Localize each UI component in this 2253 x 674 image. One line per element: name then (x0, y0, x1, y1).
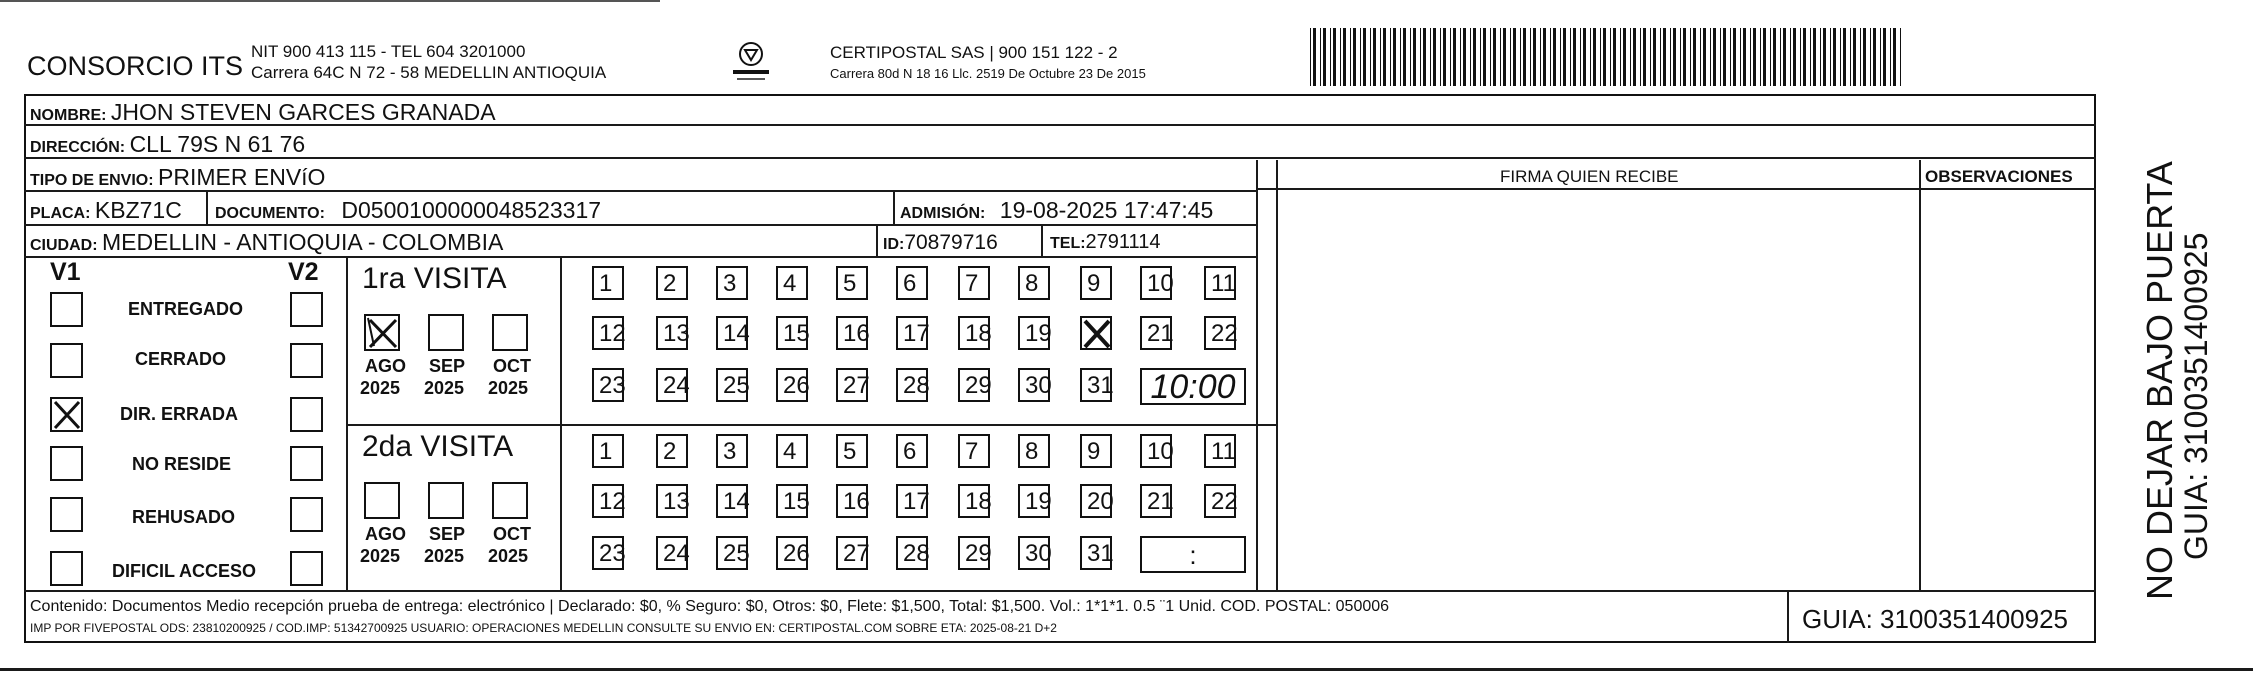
second-day-box[interactable] (1204, 484, 1236, 518)
v2-checkbox[interactable] (290, 497, 323, 532)
ciudad-field (30, 231, 503, 254)
admision-value: 19-08-2025 17:47:45 (999, 197, 1214, 223)
second-day-number: 12 (599, 488, 626, 515)
observaciones-label: OBSERVACIONES (1925, 167, 2073, 186)
first-day-box[interactable] (1140, 266, 1172, 300)
first-month-checkbox[interactable] (492, 314, 528, 351)
second-day-number: 21 (1147, 488, 1174, 515)
first-day-number: 4 (783, 270, 797, 297)
tel-field (1050, 232, 1160, 252)
company-name: CONSORCIO ITS (27, 51, 244, 81)
second-day-number: 10 (1147, 438, 1174, 465)
second-day-box[interactable] (1080, 484, 1112, 518)
first-day-box[interactable] (776, 368, 808, 402)
firma-label: FIRMA QUIEN RECIBE (1500, 167, 1679, 186)
first-day-number: 3 (723, 270, 737, 297)
second-day-box[interactable] (1140, 434, 1172, 468)
first-time-box[interactable]: 10:00 (1140, 368, 1246, 405)
v1-checkbox[interactable] (50, 551, 83, 586)
tel-label: TEL: (1050, 235, 1086, 252)
second-day-number: 27 (843, 540, 870, 567)
footer-contenido: Contenido: Documentos Medio recepción prueba de entrega: electrónico | Declarado: $0, % Seguro: $0, Otros: $0, Flete: $1,500, Total: $1,500. Vol.: 1*1*1. 0.5 ¨1 Unid. COD. POSTAL: 050006 (30, 598, 1390, 615)
tipo-envio-value: PRIMER ENVíO (158, 164, 326, 190)
id-value: 70879716 (904, 231, 998, 254)
address-line: Carrera 64C N 72 - 58 MEDELLIN ANTIOQUIA (251, 63, 607, 82)
second-day-number: 11 (1211, 438, 1236, 465)
first-day-number: 16 (843, 320, 870, 347)
second-day-box[interactable] (592, 434, 624, 468)
second-day-box[interactable] (656, 484, 688, 518)
scan-edge-line (0, 0, 660, 2)
first-day-number: 31 (1087, 372, 1114, 399)
first-day-number: 25 (723, 372, 750, 399)
first-day-number: 6 (903, 270, 917, 297)
first-day-number: 13 (663, 320, 690, 347)
second-month-checkbox[interactable] (364, 482, 400, 519)
second-day-box[interactable] (958, 434, 990, 468)
certipostal-line2: Carrera 80d N 18 16 Llc. 2519 De Octubre 23 De 2015 (830, 66, 1146, 81)
first-day-number: 11 (1211, 270, 1236, 297)
tipo-envio-field (30, 166, 325, 189)
first-day-box[interactable] (1018, 266, 1050, 300)
first-day-number: 30 (1025, 372, 1052, 399)
form-outer-border (24, 94, 2096, 643)
first-day-box[interactable] (716, 368, 748, 402)
second-day-number: 31 (1087, 540, 1114, 567)
first-day-number: 22 (1211, 320, 1238, 347)
certipostal-line1: CERTIPOSTAL SAS | 900 151 122 - 2 (830, 43, 1118, 62)
id-label: ID: (883, 236, 905, 253)
first-year-label: 2025 (360, 378, 401, 398)
first-day-box[interactable] (958, 368, 990, 402)
first-day-box[interactable] (656, 316, 688, 350)
first-day-box[interactable] (1140, 316, 1172, 350)
first-day-box[interactable] (716, 266, 748, 300)
second-day-box[interactable] (1080, 434, 1112, 468)
first-day-box[interactable] (836, 368, 868, 402)
first-day-box[interactable] (1204, 316, 1236, 350)
second-day-number: 14 (723, 488, 750, 515)
second-month-label: OCT (493, 524, 531, 544)
first-day-box[interactable] (836, 266, 868, 300)
v1-checkbox[interactable] (50, 397, 83, 432)
first-day-box[interactable] (776, 266, 808, 300)
second-day-number: 15 (783, 488, 810, 515)
v2-checkbox[interactable] (290, 343, 323, 378)
second-day-box[interactable] (656, 536, 688, 570)
footer-impresion: IMP POR FIVEPOSTAL ODS: 23810200925 / COD.IMP: 51342700925 USUARIO: OPERACIONES MEDELLIN CONSULTE SU ENVIO EN: CERTIPOSTAL.COM SOBRE ETA: 2025-08-21 D+2 (30, 621, 1057, 635)
first-day-number: 24 (663, 372, 690, 399)
first-month-label: AGO (365, 356, 407, 376)
first-visit-title: 1ra VISITA (362, 262, 507, 295)
direccion-field (30, 133, 305, 156)
status-label: REHUSADO (132, 507, 236, 527)
second-day-number: 2 (663, 438, 677, 465)
second-day-number: 20 (1087, 488, 1114, 515)
second-day-number: 23 (599, 540, 626, 567)
first-day-box[interactable] (776, 316, 808, 350)
second-day-box[interactable] (1018, 434, 1050, 468)
first-day-box[interactable] (1018, 368, 1050, 402)
first-day-box[interactable] (1080, 368, 1112, 402)
first-day-number: 7 (965, 270, 979, 297)
second-time-box[interactable]: : (1140, 536, 1246, 573)
first-day-box[interactable] (896, 316, 928, 350)
first-month-label: SEP (429, 356, 466, 376)
second-day-box[interactable] (776, 434, 808, 468)
status-label: DIFICIL ACCESO (112, 561, 257, 581)
first-day-number: 26 (783, 372, 810, 399)
second-day-box[interactable] (836, 484, 868, 518)
second-month-checkbox[interactable] (492, 482, 528, 519)
v1-checkbox[interactable] (50, 497, 83, 532)
direccion-value: CLL 79S N 61 76 (129, 131, 306, 157)
v1-checkbox[interactable] (50, 343, 83, 378)
first-day-box[interactable] (656, 266, 688, 300)
second-day-number: 30 (1025, 540, 1052, 567)
second-day-box[interactable] (1080, 536, 1112, 570)
second-day-number: 4 (783, 438, 797, 465)
second-day-number: 1 (599, 438, 613, 465)
first-day-box[interactable] (836, 316, 868, 350)
first-day-number: 23 (599, 372, 626, 399)
second-month-checkbox[interactable] (428, 482, 464, 519)
v1-checkbox[interactable] (50, 446, 83, 481)
second-day-number: 24 (663, 540, 690, 567)
first-day-box[interactable] (592, 368, 624, 402)
second-day-box[interactable] (776, 536, 808, 570)
second-day-number: 19 (1025, 488, 1052, 515)
first-month-checkbox[interactable] (428, 314, 464, 351)
status-label: CERRADO (135, 349, 227, 369)
first-day-box[interactable] (592, 316, 624, 350)
second-visit-title: 2da VISITA (362, 430, 514, 463)
placa-value: KBZ71C (94, 197, 182, 223)
second-day-box[interactable] (716, 484, 748, 518)
nit-line: NIT 900 413 115 - TEL 604 3201000 (251, 42, 526, 61)
admision-label: ADMISIÓN: (900, 205, 986, 222)
second-day-number: 17 (903, 488, 930, 515)
first-day-box[interactable] (896, 368, 928, 402)
nombre-value: JHON STEVEN GARCES GRANADA (110, 99, 496, 125)
second-day-box[interactable] (1018, 484, 1050, 518)
placa-label: PLACA: (30, 205, 91, 222)
v2-header: V2 (288, 258, 319, 286)
documento-value: D0500100000048523317 (341, 197, 602, 223)
barcode (1310, 28, 1906, 86)
second-day-box[interactable] (592, 484, 624, 518)
first-day-box[interactable] (1018, 316, 1050, 350)
second-day-box[interactable] (716, 536, 748, 570)
tel-value: 2791114 (1085, 231, 1161, 253)
first-day-number: 2 (663, 270, 677, 297)
second-day-number: 7 (965, 438, 979, 465)
first-day-number: 9 (1087, 270, 1101, 297)
second-day-box[interactable] (1018, 536, 1050, 570)
first-day-box[interactable] (1080, 316, 1112, 350)
second-day-number: 9 (1087, 438, 1101, 465)
first-day-number: 17 (903, 320, 930, 347)
first-day-box[interactable] (1204, 266, 1236, 300)
direccion-label: DIRECCIÓN: (30, 139, 126, 156)
v1-header: V1 (50, 258, 81, 286)
first-day-box[interactable] (958, 316, 990, 350)
footer-guia: GUIA: 3100351400925 (1802, 604, 2068, 634)
first-day-box[interactable] (592, 266, 624, 300)
v2-checkbox[interactable] (290, 446, 323, 481)
second-month-label: SEP (429, 524, 466, 544)
second-day-number: 3 (723, 438, 737, 465)
second-day-number: 26 (783, 540, 810, 567)
first-day-box[interactable] (1080, 266, 1112, 300)
v2-checkbox[interactable] (290, 397, 323, 432)
second-year-label: 2025 (360, 546, 401, 566)
second-day-number: 29 (965, 540, 992, 567)
nombre-label: NOMBRE: (30, 107, 107, 124)
first-day-number: 21 (1147, 320, 1174, 347)
second-day-number: 5 (843, 438, 857, 465)
ciudad-label: CIUDAD: (30, 237, 98, 254)
second-day-number: 8 (1025, 438, 1039, 465)
first-day-number: 5 (843, 270, 857, 297)
second-day-number: 22 (1211, 488, 1238, 515)
ciudad-value: MEDELLIN - ANTIOQUIA - COLOMBIA (102, 229, 504, 255)
first-day-box[interactable] (958, 266, 990, 300)
status-label: DIR. ERRADA (120, 404, 239, 424)
second-day-number: 13 (663, 488, 690, 515)
second-day-box[interactable] (958, 484, 990, 518)
second-day-number: 18 (965, 488, 992, 515)
second-day-box[interactable] (776, 484, 808, 518)
first-day-number: 27 (843, 372, 870, 399)
second-day-box[interactable] (592, 536, 624, 570)
second-day-box[interactable] (958, 536, 990, 570)
status-label: NO RESIDE (132, 454, 232, 474)
first-day-number: 14 (723, 320, 750, 347)
first-day-box[interactable] (896, 266, 928, 300)
second-day-number: 28 (903, 540, 930, 567)
first-year-label: 2025 (424, 378, 465, 398)
first-day-number: 29 (965, 372, 992, 399)
id-field (883, 232, 998, 253)
second-day-box[interactable] (1140, 484, 1172, 518)
second-day-number: 16 (843, 488, 870, 515)
second-day-number: 25 (723, 540, 750, 567)
second-day-box[interactable] (896, 536, 928, 570)
v2-checkbox[interactable] (290, 292, 323, 327)
admision-field (900, 199, 1213, 222)
first-month-checkbox[interactable] (364, 314, 400, 351)
second-month-label: AGO (365, 524, 407, 544)
side-guia: GUIA: 3100351400925 (2178, 232, 2214, 560)
first-day-box[interactable] (656, 368, 688, 402)
first-day-number: 8 (1025, 270, 1039, 297)
first-day-number: 1 (599, 270, 613, 297)
certipostal-logo (726, 38, 776, 88)
status-label: ENTREGADO (128, 299, 244, 319)
second-day-number: 6 (903, 438, 917, 465)
second-day-box[interactable] (896, 434, 928, 468)
nombre-field (30, 101, 496, 124)
first-day-number: 28 (903, 372, 930, 399)
first-year-label: 2025 (488, 378, 529, 398)
tipo-envio-label: TIPO DE ENVIO: (30, 172, 154, 189)
v2-checkbox[interactable] (290, 551, 323, 586)
first-day-number: 12 (599, 320, 626, 347)
placa-field (30, 199, 182, 222)
v1-checkbox[interactable] (50, 292, 83, 327)
documento-label: DOCUMENTO: (215, 205, 325, 222)
first-day-number: 10 (1147, 270, 1174, 297)
first-day-number: 19 (1025, 320, 1052, 347)
first-day-number: 18 (965, 320, 992, 347)
second-day-box[interactable] (836, 536, 868, 570)
second-day-box[interactable] (896, 484, 928, 518)
scan-bottom-edge (0, 668, 2253, 671)
second-day-box[interactable] (656, 434, 688, 468)
side-warning: NO DEJAR BAJO PUERTA (2139, 161, 2180, 600)
second-day-box[interactable] (1204, 434, 1236, 468)
first-month-label: OCT (493, 356, 531, 376)
first-day-box[interactable] (716, 316, 748, 350)
documento-field (215, 199, 601, 222)
second-year-label: 2025 (424, 546, 465, 566)
second-day-box[interactable] (836, 434, 868, 468)
second-day-box[interactable] (716, 434, 748, 468)
first-day-number: 15 (783, 320, 810, 347)
second-year-label: 2025 (488, 546, 529, 566)
